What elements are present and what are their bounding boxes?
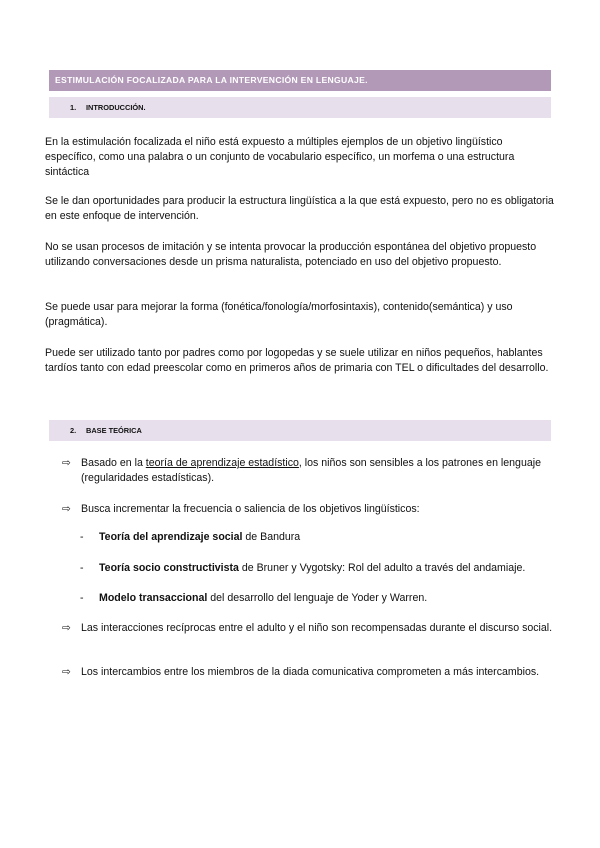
underlined-term: teoría de aprendizaje estadístico bbox=[145, 457, 299, 469]
theory-item: Teoría socio constructivista de Bruner y Vygotsky: Rol del adulto a través del andamiaje. bbox=[99, 562, 526, 574]
section-number: 1. bbox=[70, 103, 77, 112]
intro-paragraph: No se usan procesos de imitación y se intenta provocar la producción espontánea del objetivo propuesto utilizando conversaciones desde un prisma naturalista, potenciado en uso del objetivo propuesto. bbox=[45, 241, 537, 268]
document-title: ESTIMULACIÓN FOCALIZADA PARA LA INTERVENCIÓN EN LENGUAJE. bbox=[55, 75, 368, 85]
intro-paragraph: En la estimulación focalizada el niño está expuesto a múltiples ejemplos de un objetivo lingüístico específico, como una palabra o un conjunto de vocabulario específico, un morfema o una estructura sintáctica bbox=[45, 136, 515, 178]
intro-paragraph: Se le dan oportunidades para producir la estructura lingüística a la que está expuesto, pero no es obligatoria en este enfoque de intervención. bbox=[45, 195, 554, 222]
dash-marker: - bbox=[80, 531, 84, 543]
dash-marker: - bbox=[80, 562, 84, 574]
arrow-icon: ⇨ bbox=[62, 622, 71, 634]
arrow-icon: ⇨ bbox=[62, 666, 71, 678]
document-title-bar bbox=[49, 70, 551, 91]
theory-item: Modelo transaccional del desarrollo del lenguaje de Yoder y Warren. bbox=[99, 592, 428, 604]
section-header-base-teorica bbox=[49, 420, 551, 441]
arrow-icon: ⇨ bbox=[62, 503, 71, 515]
section-header-introduccion bbox=[49, 97, 551, 118]
intro-paragraph: Se puede usar para mejorar la forma (fonética/fonología/morfosintaxis), contenido(semántica) y uso (pragmática). bbox=[45, 301, 513, 328]
intro-paragraph: Puede ser utilizado tanto por padres como por logopedas y se suele utilizar en niños pequeños, hablantes tardíos tanto con edad preescolar como en primeros años de primaria con TEL o dificultades del desarrollo. bbox=[45, 347, 549, 374]
bullet-text: Basado en la teoría de aprendizaje estadístico, los niños son sensibles a los patrones en lenguaje (regularidades estadísticas). bbox=[81, 457, 541, 484]
section-label: BASE TEÓRICA bbox=[86, 426, 142, 435]
section-label: INTRODUCCIÓN. bbox=[86, 103, 146, 112]
arrow-icon: ⇨ bbox=[62, 457, 71, 469]
bullet-text: Las interacciones recíprocas entre el adulto y el niño son recompensadas durante el discurso social. bbox=[81, 622, 553, 634]
theory-item: Teoría del aprendizaje social de Bandura bbox=[99, 531, 301, 543]
bullet-text: Los intercambios entre los miembros de la diada comunicativa comprometen a más intercambios. bbox=[81, 666, 540, 678]
bullet-text: Busca incrementar la frecuencia o saliencia de los objetivos lingüísticos: bbox=[81, 503, 420, 515]
section-number: 2. bbox=[70, 426, 77, 435]
dash-marker: - bbox=[80, 592, 84, 604]
